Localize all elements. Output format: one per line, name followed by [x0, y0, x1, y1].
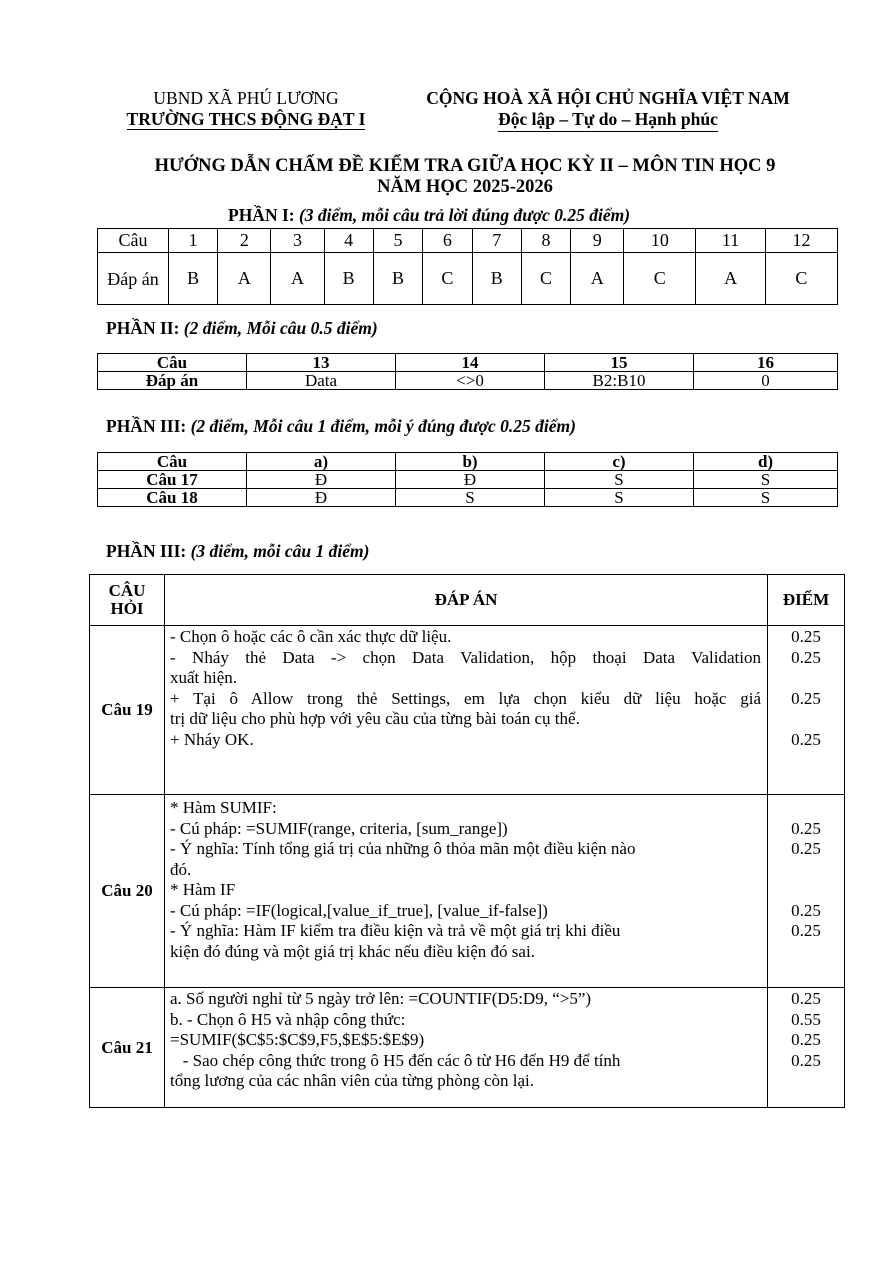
points-value: 0.25 — [791, 818, 821, 838]
question-row-20 — [90, 795, 845, 988]
part1-a: C — [423, 253, 472, 305]
answer-line: b. - Chọn ô H5 và nhập công thức: — [170, 1009, 406, 1029]
part1-a: B — [169, 253, 218, 305]
points-value: 0.25 — [791, 647, 821, 667]
part1-a: A — [271, 253, 324, 305]
answer-line: - Chọn ô hoặc các ô cần xác thực dữ liệu. — [170, 627, 452, 646]
part3-cell: Đ — [396, 471, 545, 489]
part2-answer-row — [98, 372, 838, 390]
part2-q: 16 — [694, 354, 838, 372]
answer-line: - Ý nghĩa: Tính tổng giá trị của những ô thỏa mãn một điều kiện nào — [170, 839, 636, 858]
part3-cell: Đ — [247, 471, 396, 489]
part1-table — [97, 228, 838, 305]
points-cell — [768, 795, 845, 988]
points-value: 0.25 — [791, 1030, 821, 1049]
part1-q: 9 — [571, 229, 624, 253]
part1-q: 12 — [765, 229, 837, 253]
answer-line: + Nháy OK. — [170, 729, 254, 749]
part4-col-points: ĐIỂM — [768, 575, 845, 626]
part3-col: a) — [247, 453, 396, 471]
part3-col: b) — [396, 453, 545, 471]
part2-q: 13 — [247, 354, 396, 372]
part1-a: B — [324, 253, 373, 305]
part2-table — [97, 353, 838, 390]
points-value — [768, 798, 844, 819]
part1-a: C — [765, 253, 837, 305]
part2-q: 14 — [396, 354, 545, 372]
part3-row — [98, 471, 838, 489]
part4-header-row — [90, 575, 845, 626]
answer-line: trị dữ liệu cho phù hợp với yêu cầu của từng bài toán cụ thể. — [170, 709, 580, 728]
part3-heading: PHẦN III: (2 điểm, Mỗi câu 1 điểm, mỗi ý đúng được 0.25 điểm) — [106, 416, 576, 436]
answer-line: * Hàm IF — [170, 880, 236, 899]
part1-question-row — [98, 229, 838, 253]
part1-q: 1 — [169, 229, 218, 253]
part3-cell: S — [396, 489, 545, 507]
part3-cell: S — [694, 489, 838, 507]
part1-q: 4 — [324, 229, 373, 253]
part2-note: (2 điểm, Mỗi câu 0.5 điểm) — [183, 318, 378, 338]
district-name: UBND XÃ PHÚ LƯƠNG — [153, 88, 339, 108]
part1-a: C — [521, 253, 570, 305]
part1-q: 5 — [373, 229, 422, 253]
points-value: 0.25 — [791, 921, 821, 940]
points-value: 0.25 — [791, 839, 821, 858]
part1-q: 10 — [624, 229, 696, 253]
part2-a: <>0 — [396, 372, 545, 390]
part4-table — [89, 574, 845, 1108]
part3-cell: Đ — [247, 489, 396, 507]
points-value: 0.25 — [791, 900, 821, 920]
answer-cell — [165, 988, 768, 1108]
answer-line: - Cú pháp: =SUMIF(range, criteria, [sum_range]) — [170, 818, 508, 838]
part1-heading: PHẦN I: (3 điểm, mỗi câu trả lời đúng được 0.25 điểm) — [228, 205, 631, 225]
answer-line: * Hàm SUMIF: — [170, 798, 277, 817]
answer-line: kiện đó đúng và một giá trị khác nếu điều kiện đó sai. — [170, 941, 535, 961]
header-right — [398, 88, 818, 130]
part3-header-row — [98, 453, 838, 471]
part1-q: 8 — [521, 229, 570, 253]
part3-table — [97, 452, 838, 507]
answer-cell — [165, 795, 768, 988]
part1-a: C — [624, 253, 696, 305]
question-row-19 — [90, 626, 845, 795]
answer-cell — [165, 626, 768, 795]
part2-heading: PHẦN II: (2 điểm, Mỗi câu 0.5 điểm) — [106, 318, 378, 338]
part1-q: 2 — [218, 229, 271, 253]
part2-question-row — [98, 354, 838, 372]
part1-a: B — [472, 253, 521, 305]
part1-q: 3 — [271, 229, 324, 253]
part2-label-question: Câu — [98, 354, 247, 372]
part1-q: 6 — [423, 229, 472, 253]
part4-col-answer: ĐÁP ÁN — [165, 575, 768, 626]
part2-label-answer: Đáp án — [98, 372, 247, 390]
part1-q: 7 — [472, 229, 521, 253]
part4-note: (3 điểm, mỗi câu 1 điểm) — [190, 541, 370, 561]
part3-label-question: Câu — [98, 453, 247, 471]
points-value: 0.55 — [791, 1009, 821, 1029]
answer-line: xuất hiện. — [170, 668, 238, 687]
question-label: Câu 21 — [90, 988, 165, 1108]
part3-cell: S — [545, 489, 694, 507]
answer-line: - Nháy thẻ Data -> chọn Data Validation, hộp thoại Data Validation — [170, 647, 761, 667]
answer-line: - Ý nghĩa: Hàm IF kiểm tra điều kiện và trả về một giá trị khi điều — [170, 921, 621, 940]
part3-cell: S — [545, 471, 694, 489]
points-value: 0.25 — [791, 1050, 821, 1070]
points-cell — [768, 988, 845, 1108]
answer-line: - Cú pháp: =IF(logical,[value_if_true], [value_if-false]) — [170, 900, 548, 920]
question-label: Câu 19 — [90, 626, 165, 795]
answer-line: tổng lương của các nhân viên của từng phòng còn lại. — [170, 1071, 535, 1090]
national-motto: Độc lập – Tự do – Hạnh phúc — [398, 109, 818, 130]
points-value — [768, 1071, 844, 1092]
document-title — [60, 156, 870, 198]
part2-a: B2:B10 — [545, 372, 694, 390]
header-left — [110, 88, 382, 130]
part2-a: Data — [247, 372, 396, 390]
answer-line: =SUMIF($C$5:$C$9,F5,$E$5:$E$9) — [170, 1030, 425, 1049]
part2-a: 0 — [694, 372, 838, 390]
part1-label-question: Câu — [98, 229, 169, 253]
points-value: 0.25 — [791, 688, 821, 708]
points-value — [768, 860, 844, 881]
part3-row — [98, 489, 838, 507]
answer-line: đó. — [170, 859, 192, 879]
points-value: 0.25 — [791, 989, 821, 1008]
points-value: 0.25 — [791, 729, 821, 749]
points-cell — [768, 626, 845, 795]
part4-col-question: CÂU HỎI — [90, 575, 165, 626]
title-line1: HƯỚNG DẪN CHẤM ĐỀ KIỂM TRA GIỮA HỌC KỲ II – MÔN TIN HỌC 9 — [154, 156, 776, 176]
points-value — [768, 709, 844, 730]
part1-a: B — [373, 253, 422, 305]
points-value — [768, 668, 844, 689]
part3-note: (2 điểm, Mỗi câu 1 điểm, mỗi ý đúng được 0.25 điểm) — [190, 416, 576, 436]
title-line2: NĂM HỌC 2025-2026 — [377, 177, 553, 197]
points-value: 0.25 — [791, 627, 821, 646]
part3-col: d) — [694, 453, 838, 471]
school-name: TRƯỜNG THCS ĐỘNG ĐẠT I — [126, 109, 366, 129]
part3-row-label: Câu 18 — [98, 489, 247, 507]
question-row-21 — [90, 988, 845, 1108]
part1-a: A — [218, 253, 271, 305]
answer-line: - Sao chép công thức trong ô H5 đến các ô từ H6 đến H9 để tính — [170, 1050, 621, 1070]
national-title: CỘNG HOÀ XÃ HỘI CHỦ NGHĨA VIỆT NAM — [426, 88, 790, 108]
part3-col: c) — [545, 453, 694, 471]
part1-answer-row — [98, 253, 838, 305]
part1-a: A — [571, 253, 624, 305]
part1-q: 11 — [696, 229, 766, 253]
question-label: Câu 20 — [90, 795, 165, 988]
points-value — [768, 880, 844, 901]
answer-line: a. Số người nghỉ từ 5 ngày trở lên: =COUNTIF(D5:D9, “>5”) — [170, 989, 592, 1008]
part1-note: (3 điểm, mỗi câu trả lời đúng được 0.25 điểm) — [298, 205, 631, 225]
part1-a: A — [696, 253, 766, 305]
part1-label-answer: Đáp án — [98, 253, 169, 305]
part3-cell: S — [694, 471, 838, 489]
part2-q: 15 — [545, 354, 694, 372]
part4-heading: PHẦN III: (3 điểm, mỗi câu 1 điểm) — [106, 541, 370, 561]
points-value — [768, 942, 844, 963]
answer-line: + Tại ô Allow trong thẻ Settings, em lựa chọn kiểu dữ liệu hoặc giá — [170, 688, 761, 708]
part3-row-label: Câu 17 — [98, 471, 247, 489]
